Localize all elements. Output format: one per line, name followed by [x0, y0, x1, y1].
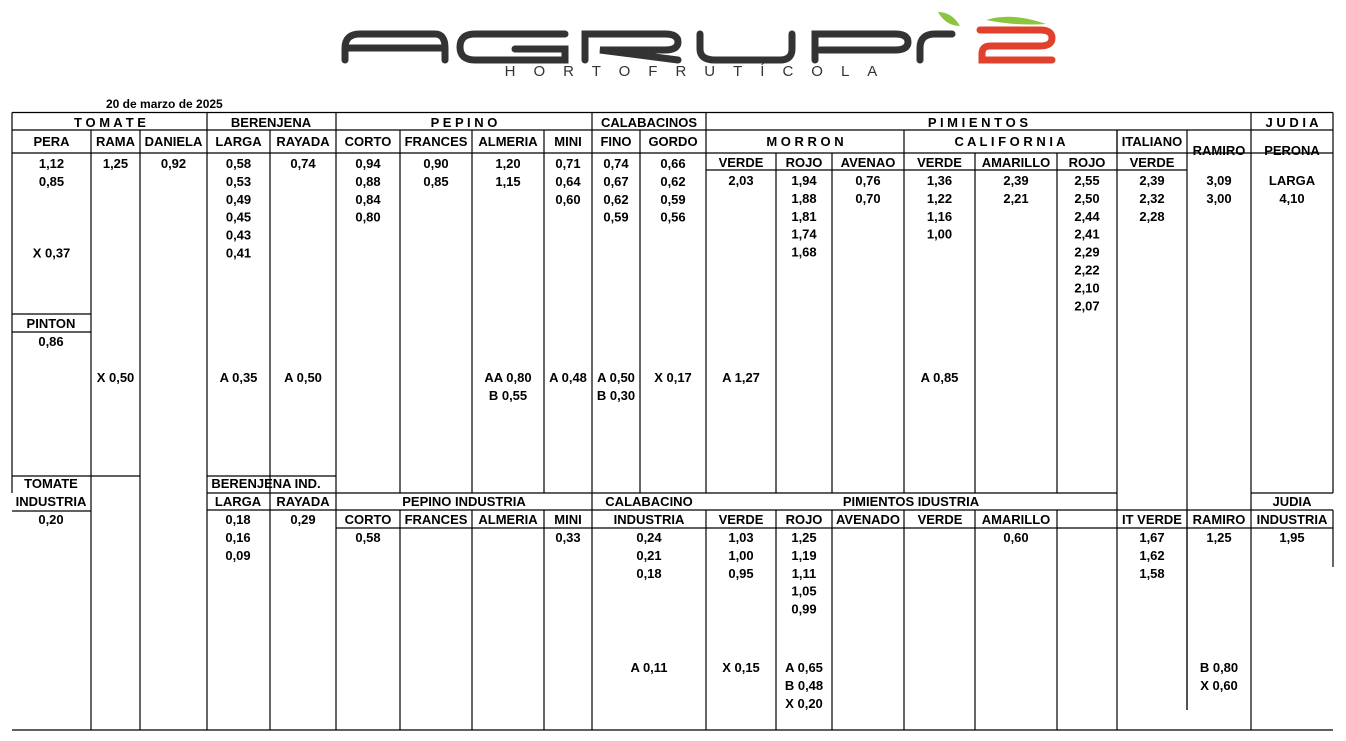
value-ramiro: 3,09: [1206, 173, 1232, 188]
calabacino-industria-label-1: CALABACINO: [605, 494, 693, 509]
berenjena-ind-larga-value: 0,09: [225, 547, 251, 563]
value-italiano: 2,28: [1139, 208, 1165, 224]
value-larga: 0,41: [225, 245, 252, 261]
col-header-rayada: RAYADA: [276, 134, 330, 149]
group-pimientos: P I M I E N T O S: [927, 115, 1029, 130]
value-gordo: 0,56: [660, 209, 686, 225]
subgroup-morron: M O R R O N: [766, 134, 844, 149]
extra-morron_verde: A 1,27: [722, 370, 760, 385]
col-header-pera: PERA: [33, 134, 70, 149]
value-fino: 0,62: [603, 191, 629, 207]
berenjena-ind-rayada-header: RAYADA: [276, 494, 330, 509]
pim-ind-rojo-value: 1,11: [791, 565, 817, 581]
value-fino: 0,67: [603, 173, 629, 189]
col-header-cal_amarillo: AMARILLO: [981, 155, 1051, 170]
value-larga: 0,49: [225, 191, 252, 207]
col-header-larga: LARGA: [215, 134, 262, 149]
pepino-ind-frances-header: FRANCES: [404, 512, 468, 527]
pim-ind-rojo-extra: X 0,20: [785, 695, 823, 711]
col-header-cal_verde: VERDE: [917, 155, 962, 170]
pinton-value: 0,86: [38, 334, 64, 349]
pim-ind-avenado-header: AVENADO: [835, 512, 901, 527]
value-perona: LARGA: [1268, 173, 1316, 188]
col-header-cal_rojo: ROJO: [1068, 155, 1106, 170]
calabacino-ind-value: 0,21: [636, 547, 662, 563]
value-fino: 0,59: [603, 209, 629, 225]
pim-ind-ramiro-value: 1,25: [1206, 530, 1232, 545]
value-perona: 4,10: [1279, 190, 1305, 206]
pimientos-industria-label: PIMIENTOS IDUSTRIA: [842, 494, 980, 509]
extra-fino: B 0,30: [596, 387, 636, 403]
value-pera: 1,12: [38, 156, 65, 171]
pim-ind-ramiro-extra: B 0,80: [1199, 660, 1239, 675]
pim-ind-verde2-header: VERDE: [917, 512, 963, 527]
extra-gordo: X 0,17: [654, 370, 692, 385]
pepino-ind-mini-header: MINI: [554, 512, 582, 527]
value-larga: 0,45: [225, 209, 252, 225]
value-corto: 0,88: [355, 173, 381, 189]
value-cal_amarillo: 2,39: [1003, 173, 1029, 188]
pim-ind-verde-extra: X 0,15: [722, 660, 760, 675]
group-calabacinos: CALABACINOS: [600, 115, 698, 130]
calabacino-ind-value: 0,24: [636, 530, 662, 545]
group-judia: J U D I A: [1265, 115, 1319, 130]
value-frances: 0,90: [423, 156, 449, 171]
value-morron_rojo: 1,94: [791, 173, 817, 188]
value-italiano: 2,39: [1139, 173, 1165, 188]
pepino-ind-almeria-header: ALMERIA: [478, 512, 538, 527]
pepino-ind-corto-header: CORTO: [344, 512, 392, 527]
pim-ind-rojo-value: 1,19: [791, 547, 817, 563]
value-rama: 1,25: [102, 156, 129, 171]
calabacino-industria-label-2: INDUSTRIA: [613, 512, 685, 527]
value-morron_verde: 2,03: [728, 173, 754, 188]
value-corto: 0,84: [355, 191, 381, 207]
col-header-morron_rojo: ROJO: [785, 155, 823, 170]
pepino-ind-corto-value: 0,58: [355, 530, 381, 545]
value-almeria: 1,20: [495, 156, 521, 171]
subgroup-california: C A L I F O R N I A: [954, 134, 1066, 149]
pim-ind-itverde-value: 1,58: [1139, 565, 1165, 581]
col-header-corto: CORTO: [344, 134, 392, 149]
value-daniela: 0,92: [160, 156, 187, 171]
berenjena-ind-label: BERENJENA IND.: [211, 476, 321, 491]
col-header-fino: FINO: [600, 134, 632, 149]
group-pepino: P E P I N O: [430, 115, 498, 130]
value-corto: 0,80: [355, 209, 381, 225]
tomate-industria-label-1: TOMATE: [24, 476, 78, 491]
col-header-italiano-verde: VERDE: [1129, 155, 1175, 170]
value-gordo: 0,62: [660, 173, 686, 189]
tomate-industria-label-2: INDUSTRIA: [15, 494, 87, 509]
value-morron_rojo: 1,88: [791, 190, 817, 206]
value-pera: X 0,37: [32, 245, 71, 261]
value-cal_rojo: 2,29: [1074, 244, 1100, 260]
value-cal_verde: 1,00: [926, 226, 953, 242]
calabacino-ind-value: 0,18: [636, 565, 662, 581]
berenjena-ind-larga-value: 0,16: [225, 529, 251, 545]
pim-ind-rojo-header: ROJO: [785, 512, 823, 527]
col-header-mini: MINI: [554, 134, 582, 149]
berenjena-ind-larga-value: 0,18: [225, 512, 251, 527]
pim-ind-amarillo-value: 0,60: [1003, 530, 1029, 545]
col-header-almeria: ALMERIA: [478, 134, 538, 149]
value-cal_rojo: 2,50: [1074, 190, 1100, 206]
value-cal_rojo: 2,10: [1074, 280, 1100, 296]
value-pera: 0,85: [38, 173, 65, 189]
value-morron_rojo: 1,68: [791, 244, 817, 260]
berenjena-ind-larga-header: LARGA: [214, 494, 262, 509]
value-cal_amarillo: 2,21: [1003, 190, 1029, 206]
value-cal_rojo: 2,44: [1074, 208, 1100, 224]
pim-ind-verde-value: 1,03: [728, 530, 754, 545]
value-corto: 0,94: [355, 156, 381, 171]
value-fino: 0,74: [603, 156, 629, 171]
col-header-daniela: DANIELA: [144, 134, 203, 149]
pim-ind-rojo-extra: A 0,65: [785, 660, 823, 675]
value-cal_rojo: 2,41: [1074, 226, 1100, 242]
pim-ind-itverde-value: 1,62: [1139, 547, 1165, 563]
pim-ind-amarillo-header: AMARILLO: [981, 512, 1051, 527]
pim-ind-rojo-value: 1,05: [791, 583, 817, 599]
col-header-ramiro: RAMIRO: [1192, 143, 1246, 158]
berenjena-ind-rayada-value: 0,29: [290, 512, 316, 527]
col-header-morron_avenao: AVENAO: [840, 155, 896, 170]
value-mini: 0,64: [555, 173, 581, 189]
value-morron_rojo: 1,74: [791, 226, 817, 242]
logo-subtitle: HORTOFRUTÍCOLA: [504, 63, 896, 78]
value-larga: 0,43: [225, 227, 252, 243]
value-frances: 0,85: [423, 173, 449, 189]
col-header-gordo: GORDO: [648, 134, 698, 149]
value-cal_rojo: 2,55: [1074, 173, 1100, 188]
value-gordo: 0,59: [660, 191, 686, 207]
value-mini: 0,60: [555, 191, 581, 207]
pim-ind-rojo-value: 0,99: [791, 601, 817, 617]
pim-ind-verde-value: 0,95: [728, 565, 754, 581]
pim-ind-verde-value: 1,00: [728, 547, 754, 563]
value-morron_avenao: 0,76: [855, 173, 881, 188]
pim-ind-ramiro-header: RAMIRO: [1192, 512, 1246, 527]
value-cal_verde: 1,36: [926, 173, 953, 188]
value-morron_rojo: 1,81: [791, 208, 817, 224]
extra-cal_verde: A 0,85: [920, 370, 959, 385]
pepino-industria-label: PEPINO INDUSTRIA: [402, 494, 526, 509]
value-ramiro: 3,00: [1206, 190, 1232, 206]
value-gordo: 0,66: [660, 156, 686, 171]
value-cal_verde: 1,16: [926, 208, 953, 224]
extra-almeria: AA 0,80: [484, 370, 532, 385]
pepino-ind-mini-value: 0,33: [555, 530, 581, 545]
col-header-rama: RAMA: [96, 134, 135, 149]
col-header-morron_verde: VERDE: [718, 155, 764, 170]
col-header-perona: PERONA: [1264, 143, 1320, 158]
value-larga: 0,58: [225, 156, 252, 171]
judia-industria-label-1: JUDIA: [1272, 494, 1312, 509]
col-header-italiano: ITALIANO: [1121, 134, 1183, 149]
pim-ind-itverde-header: IT VERDE: [1122, 512, 1182, 527]
table-texts: [16, 115, 1328, 711]
pim-ind-itverde-value: 1,67: [1139, 530, 1165, 545]
judia-industria-value: 1,95: [1279, 530, 1305, 545]
calabacino-ind-extra: A 0,11: [630, 660, 668, 675]
pim-ind-rojo-value: 1,25: [791, 530, 817, 545]
extra-rayada: A 0,50: [284, 370, 322, 385]
report-date: 20 de marzo de 2025: [106, 97, 223, 111]
pim-ind-rojo-extra: B 0,48: [784, 677, 824, 693]
group-tomate: T O M A T E: [74, 115, 146, 130]
pinton-label: PINTON: [26, 316, 76, 331]
value-mini: 0,71: [555, 156, 581, 171]
value-cal_rojo: 2,07: [1074, 298, 1100, 314]
judia-industria-label-2: INDUSTRIA: [1256, 512, 1328, 527]
group-berenjena: BERENJENA: [230, 115, 312, 130]
extra-rama: X 0,50: [96, 370, 135, 385]
value-almeria: 1,15: [495, 173, 521, 189]
value-morron_avenao: 0,70: [855, 190, 881, 206]
tomate-industria-value: 0,20: [38, 512, 64, 527]
extra-fino: A 0,50: [597, 370, 635, 385]
extra-larga: A 0,35: [219, 370, 258, 385]
value-cal_rojo: 2,22: [1074, 262, 1100, 278]
extra-mini: A 0,48: [549, 370, 587, 385]
value-cal_verde: 1,22: [926, 190, 953, 206]
value-larga: 0,53: [225, 173, 252, 189]
pim-ind-verde-header: VERDE: [718, 512, 764, 527]
value-rayada: 0,74: [290, 156, 316, 171]
value-italiano: 2,32: [1139, 190, 1165, 206]
extra-almeria: B 0,55: [488, 387, 528, 403]
col-header-frances: FRANCES: [404, 134, 468, 149]
pim-ind-ramiro-extra: X 0,60: [1200, 677, 1238, 693]
